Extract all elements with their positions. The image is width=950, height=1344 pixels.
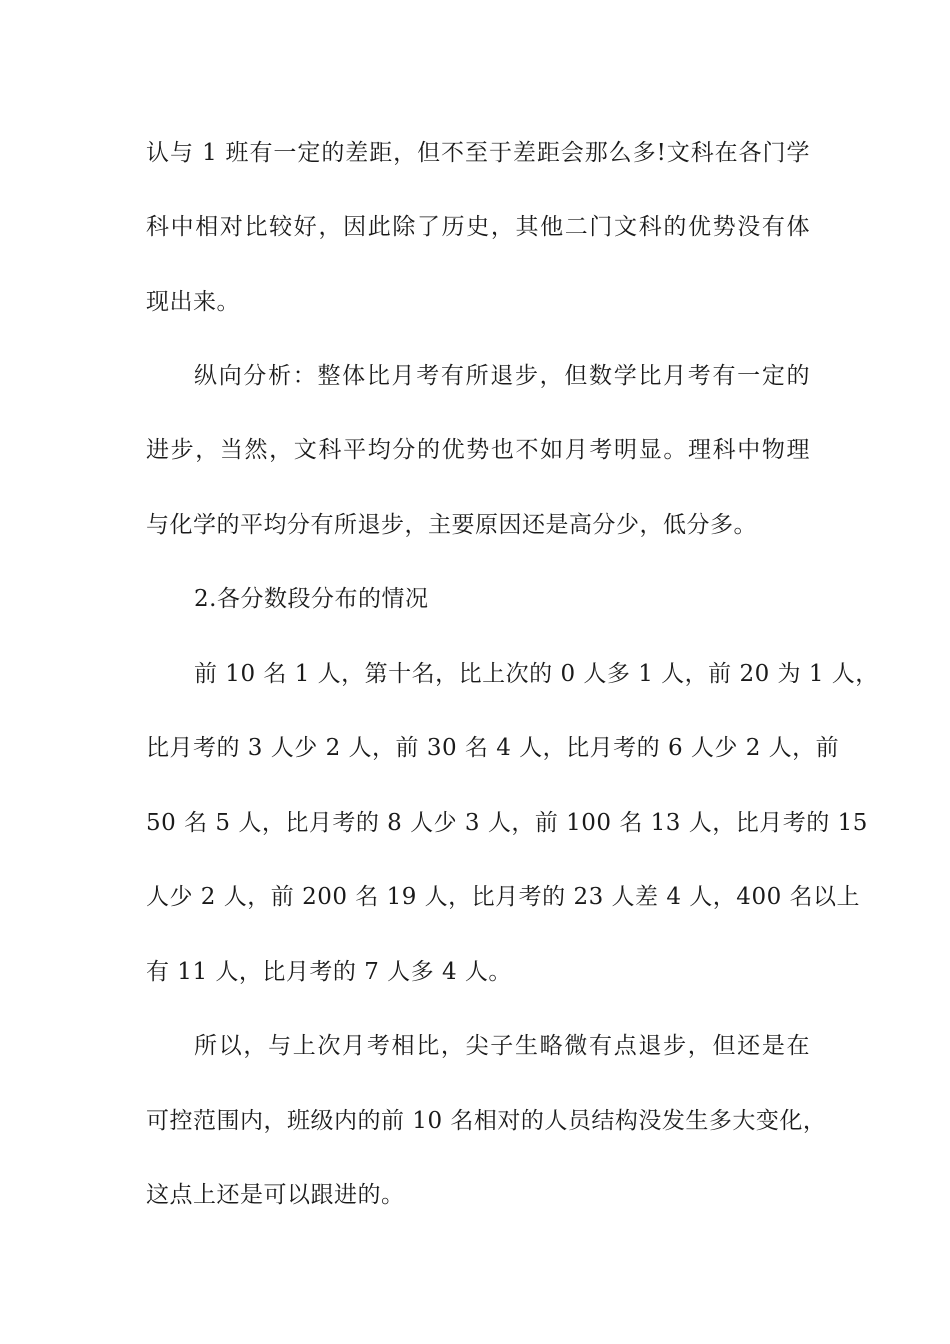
paragraph-line: 与化学的平均分有所退步，主要原因还是高分少，低分多。	[146, 512, 757, 538]
paragraph-line: 比月考的 3 人少 2 人，前 30 名 4 人，比月考的 6 人少 2 人，前	[146, 735, 840, 761]
paragraph-line: 前 10 名 1 人，第十名，比上次的 0 人多 1 人，前 20 为 1 人，	[194, 661, 879, 687]
paragraph-line: 现出来。	[146, 289, 240, 315]
paragraph-line: 所以，与上次月考相比，尖子生略微有点退步，但还是在	[194, 1033, 810, 1059]
paragraph-line: 纵向分析：整体比月考有所退步，但数学比月考有一定的	[194, 363, 810, 389]
paragraph-line: 进步，当然，文科平均分的优势也不如月考明显。理科中物理	[146, 437, 810, 463]
paragraph-line: 这点上还是可以跟进的。	[146, 1182, 405, 1208]
paragraph-line: 有 11 人，比月考的 7 人多 4 人。	[146, 959, 512, 985]
paragraph-line: 人少 2 人，前 200 名 19 人，比月考的 23 人差 4 人，400 名以上	[146, 884, 861, 910]
paragraph-line: 认与 1 班有一定的差距，但不至于差距会那么多!文科在各门学	[146, 140, 810, 166]
section-heading: 2.各分数段分布的情况	[194, 586, 429, 612]
paragraph-line: 科中相对比较好，因此除了历史，其他二门文科的优势没有体	[146, 214, 810, 240]
paragraph-line: 可控范围内，班级内的前 10 名相对的人员结构没发生多大变化，	[146, 1108, 827, 1134]
paragraph-line: 50 名 5 人，比月考的 8 人少 3 人，前 100 名 13 人，比月考的 15	[146, 810, 868, 836]
